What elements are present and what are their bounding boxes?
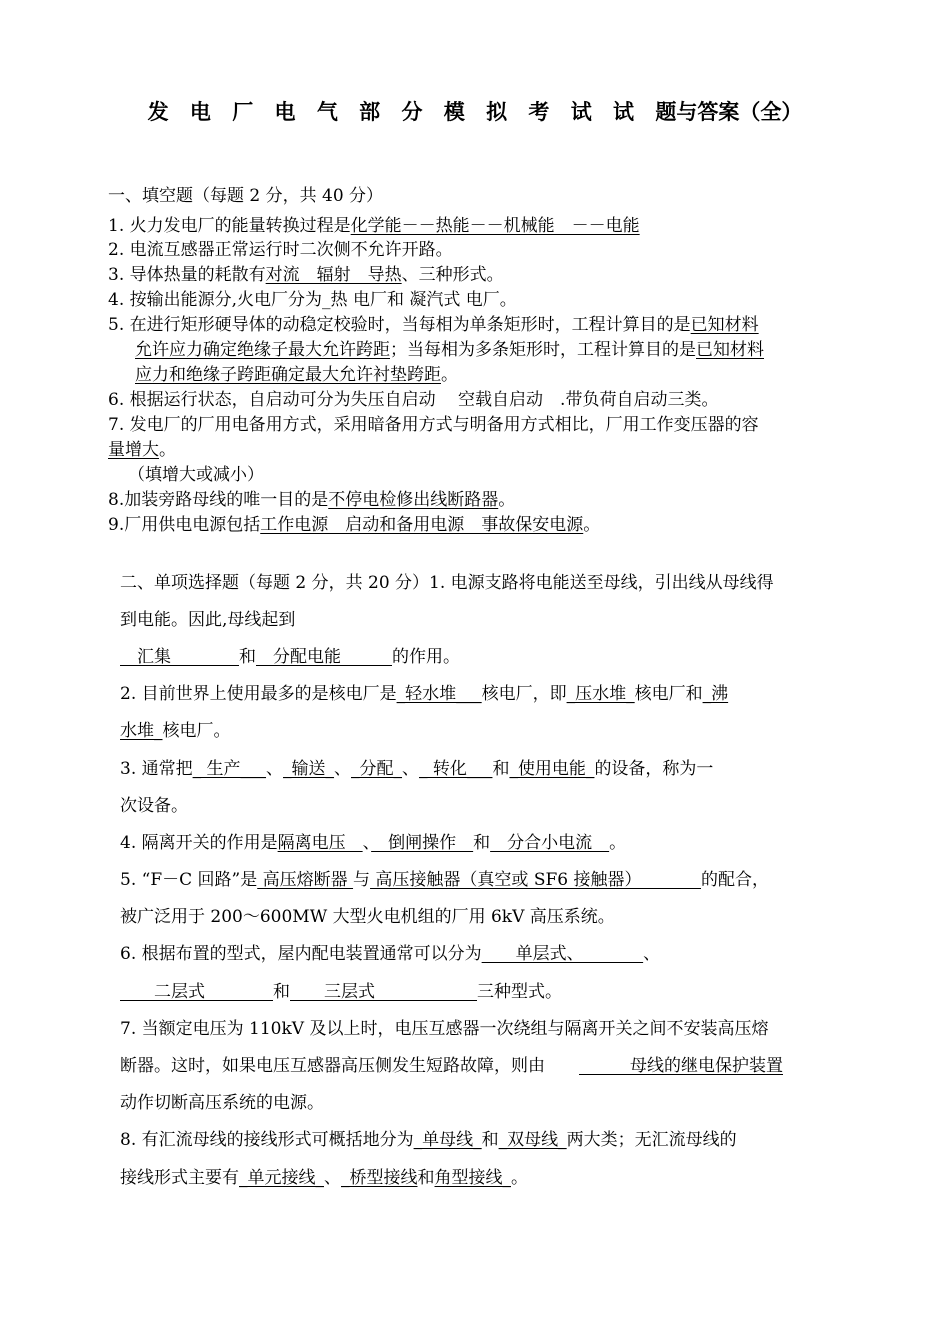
section2-heading-line2: 到电能。因此,母线起到 [120,610,296,630]
answer-blank: 高压接触器（真空或 SF6 接触器） [370,870,701,890]
answer-blank: 倒闸操作 [371,833,474,853]
document-title [0,96,950,126]
answer-blank: 已知材料 [690,315,759,335]
answer-blank: 汇集 [120,647,239,667]
s2-question-3-line2: 次设备。 [120,796,188,816]
s2-question-5-line1: 5. “F－C 回路”是 高压熔断器 与 高压接触器（真空或 SF6 接触器） 的配合， [120,870,769,890]
section2-heading-line1: 二、单项选择题（每题 2 分，共 20 分）1. 电源支路将电能送至母线，引出线从母线得 [120,573,774,593]
s2-question-7-line1: 7. 当额定电压为 110kV 及以上时，电压互感器一次绕组与隔离开关之间不安装高压熔 [120,1019,769,1039]
answer-blank: 高压熔断器 [257,870,354,890]
answer-blank: _分配_ [351,759,403,779]
s1-question-6: 6. 根据运行状态，自启动可分为失压自启动 空载自启动 .带负荷自启动三类。 [108,390,719,410]
answer-blank: 分配电能 [256,647,392,667]
s2-question-2-line2: 水堆_核电厂。 [120,721,231,741]
answer-blank: _单母线_ [413,1130,482,1150]
s2-question-4: 4. 隔离开关的作用是隔离电压 、 倒闸操作 和 分合小电流 。 [120,833,627,853]
section1-heading: 一、填空题（每题 2 分，共 40 分） [108,186,384,206]
answer-blank: _ 生产___ [192,759,267,779]
answer-blank: 母线的继电保护装置 [579,1056,783,1076]
answer-blank: _轻水堆___ [396,684,482,704]
answer-blank: 隔离电压 [277,833,363,853]
s1-question-5-line2: 允许应力确定绝缘子最大允许跨距；当每相为多条矩形时，工程计算目的是已知材料 [135,340,764,360]
answer-blank: 二层式 [120,982,273,1002]
s1-question-5-line3: 应力和绝缘子跨距确定最大允许衬垫跨距。 [135,365,458,385]
s1-question-8: 8.加装旁路母线的唯一目的是不停电检修出线断路器。 [108,490,516,510]
title-main: 发 电 厂 电 气 部 分 模 拟 考 试 试 [147,99,642,124]
answer-blank: _沸 [702,684,729,704]
s1-question-2: 2. 电流互感器正常运行时二次侧不允许开路。 [108,240,453,260]
s1-question-7-line1: 7. 发电厂的厂用电备用方式，采用暗备用方式与明备用方式相比，厂用工作变压器的容 [108,415,759,435]
answer-blank: 已知材料 [696,340,764,360]
s2-question-8-line2: 接线形式主要有_单元接线_、_桥型接线和角型接线_。 [120,1168,528,1188]
s1-question-7-line2: 量增大。 [108,440,176,460]
answer-blank: 对流 辐射 导热 [265,265,402,285]
answer-blank: 工作电源 启动和备用电源 事故保安电源 [260,515,584,535]
s2-question-6-line1: 6. 根据布置的型式，屋内配电装置通常可以分为 单层式、 、 [120,944,661,964]
s1-question-9: 9.厂用供电电源包括工作电源 启动和备用电源 事故保安电源。 [108,515,601,535]
s2-question-7-line2: 断器。这时，如果电压互感器高压侧发生短路故障，则由 母线的继电保护装置 [120,1056,783,1076]
answer-blank: 水堆_ [120,721,163,741]
s2-question-7-line3: 动作切断高压系统的电源。 [120,1093,324,1113]
s2-question-2-line1: 2. 目前世界上使用最多的是核电厂是_轻水堆___核电厂，即_压水堆_核电厂和_沸 [120,684,729,704]
answer-blank: 分合小电流 [490,833,610,853]
title-tail: 题与答案（全） [655,99,803,124]
s2-question-5-line2: 被广泛用于 200～600MW 大型火电机组的厂用 6kV 高压系统。 [120,907,615,927]
s1-question-1: 1. 火力发电厂的能量转换过程是化学能－－热能－－机械能 －－电能 [108,216,640,236]
answer-blank: _桥型接线 [341,1168,418,1188]
answer-blank: _使用电能_ [509,759,595,779]
s1-question-3: 3. 导体热量的耗散有对流 辐射 导热、三种形式。 [108,265,504,285]
answer-blank: _双母线_ [498,1130,567,1150]
answer-blank: 化学能－－热能－－机械能 －－电能 [350,216,640,236]
answer-blank: 不停电检修出线断路器 [328,490,499,510]
s2-question-8-line1: 8. 有汇流母线的接线形式可概括地分为_单母线_和_双母线_两大类；无汇流母线的 [120,1130,737,1150]
answer-blank: 单层式、 [481,944,644,964]
answer-blank: 量增大 [108,440,159,460]
answer-blank: 三层式 [290,982,477,1002]
answer-blank: _ 转化___ [419,759,493,779]
answer-blank: _单元接线_ [239,1168,324,1188]
s1-question-7-line3: （填增大或减小） [128,465,264,485]
s2-question-1-answers: 汇集 和 分配电能 的作用。 [120,647,460,667]
answer-blank: _压水堆_ [566,684,635,704]
s2-question-6-line2: 二层式 和 三层式 三种型式。 [120,982,562,1002]
s2-question-3-line1: 3. 通常把_ 生产___、_输送_、_分配_、_ 转化___和_使用电能_的设备，称为一 [120,759,714,779]
s1-question-5-line1: 5. 在进行矩形硬导体的动稳定校验时，当每相为单条矩形时，工程计算目的是已知材料 [108,315,759,335]
answer-blank: 允许应力确定绝缘子最大允许跨距 [135,340,390,360]
answer-blank: 角型接线_ [434,1168,511,1188]
answer-blank: _输送_ [283,759,335,779]
s1-question-4: 4. 按输出能源分,火电厂分为_热 电厂和 凝汽式 电厂。 [108,290,517,310]
answer-blank: 应力和绝缘子跨距确定最大允许衬垫跨距 [135,365,441,385]
